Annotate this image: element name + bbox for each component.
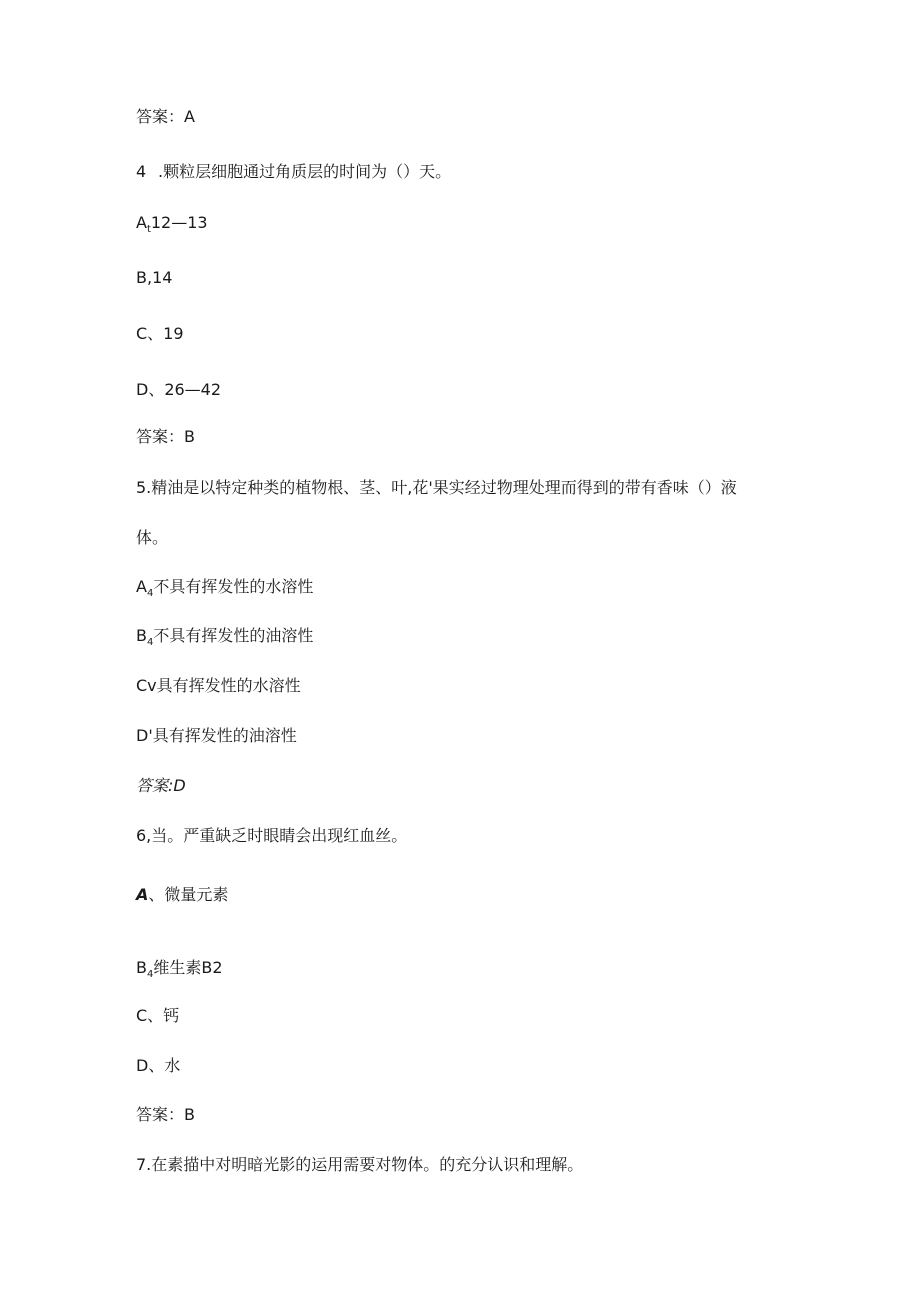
q6-option-b-letter: B [136,958,147,977]
q5-option-b [136,626,313,649]
q4-option-a-letter: A [136,213,147,232]
q4-option-a-text: 12—13 [150,213,208,232]
q5-stem-line1: 5.精油是以特定种类的植物根、茎、叶,花'果实经过物理处理而得到的带有香味（）液 [136,478,737,497]
q4-option-a-sub: t [146,224,151,235]
q5-answer: 答案:D [136,776,186,795]
q4-option-c: C、19 [136,324,184,343]
q5-option-a [136,577,313,600]
q6-stem: 6,当。严重缺乏时眼睛会出现红血丝。 [136,826,408,845]
q3-answer: 答案：A [136,107,195,126]
q5-option-a-text: 不具有挥发性的水溶性 [153,577,314,596]
q4-stem-line [136,162,451,182]
q6-option-a-text: 、微量元素 [148,885,229,904]
q6-option-b-text: 维生素B2 [153,958,223,977]
q4-stem: .颗粒层细胞通过角质层的时间为（）天。 [158,162,452,181]
q5-option-c: Cv具有挥发性的水溶性 [136,676,301,695]
q5-option-d: D'具有挥发性的油溶性 [136,726,297,745]
q6-answer: 答案：B [136,1105,195,1124]
q6-option-a [136,885,228,905]
q5-option-b-letter: B [136,626,147,645]
q6-option-b [136,958,223,981]
q5-option-b-text: 不具有挥发性的油溶性 [153,626,314,645]
q6-option-a-letter: A [136,885,149,904]
q6-option-c: C、钙 [136,1006,180,1025]
q4-answer: 答案：B [136,427,195,446]
q6-option-b-sub: 4 [146,969,154,980]
q7-stem: 7.在素描中对明暗光影的运用需要对物体。的充分认识和理解。 [136,1155,584,1174]
q6-option-d: D、水 [136,1056,181,1075]
q4-option-a [136,213,208,236]
q5-option-b-sub: 4 [146,637,154,648]
q4-number: 4 [136,162,147,181]
q5-option-a-sub: 4 [146,588,154,599]
q5-stem-line2: 体。 [136,528,169,547]
q4-option-b: B,14 [136,268,173,287]
q5-option-a-letter: A [136,577,147,596]
q4-option-d: D、26—42 [136,380,222,399]
